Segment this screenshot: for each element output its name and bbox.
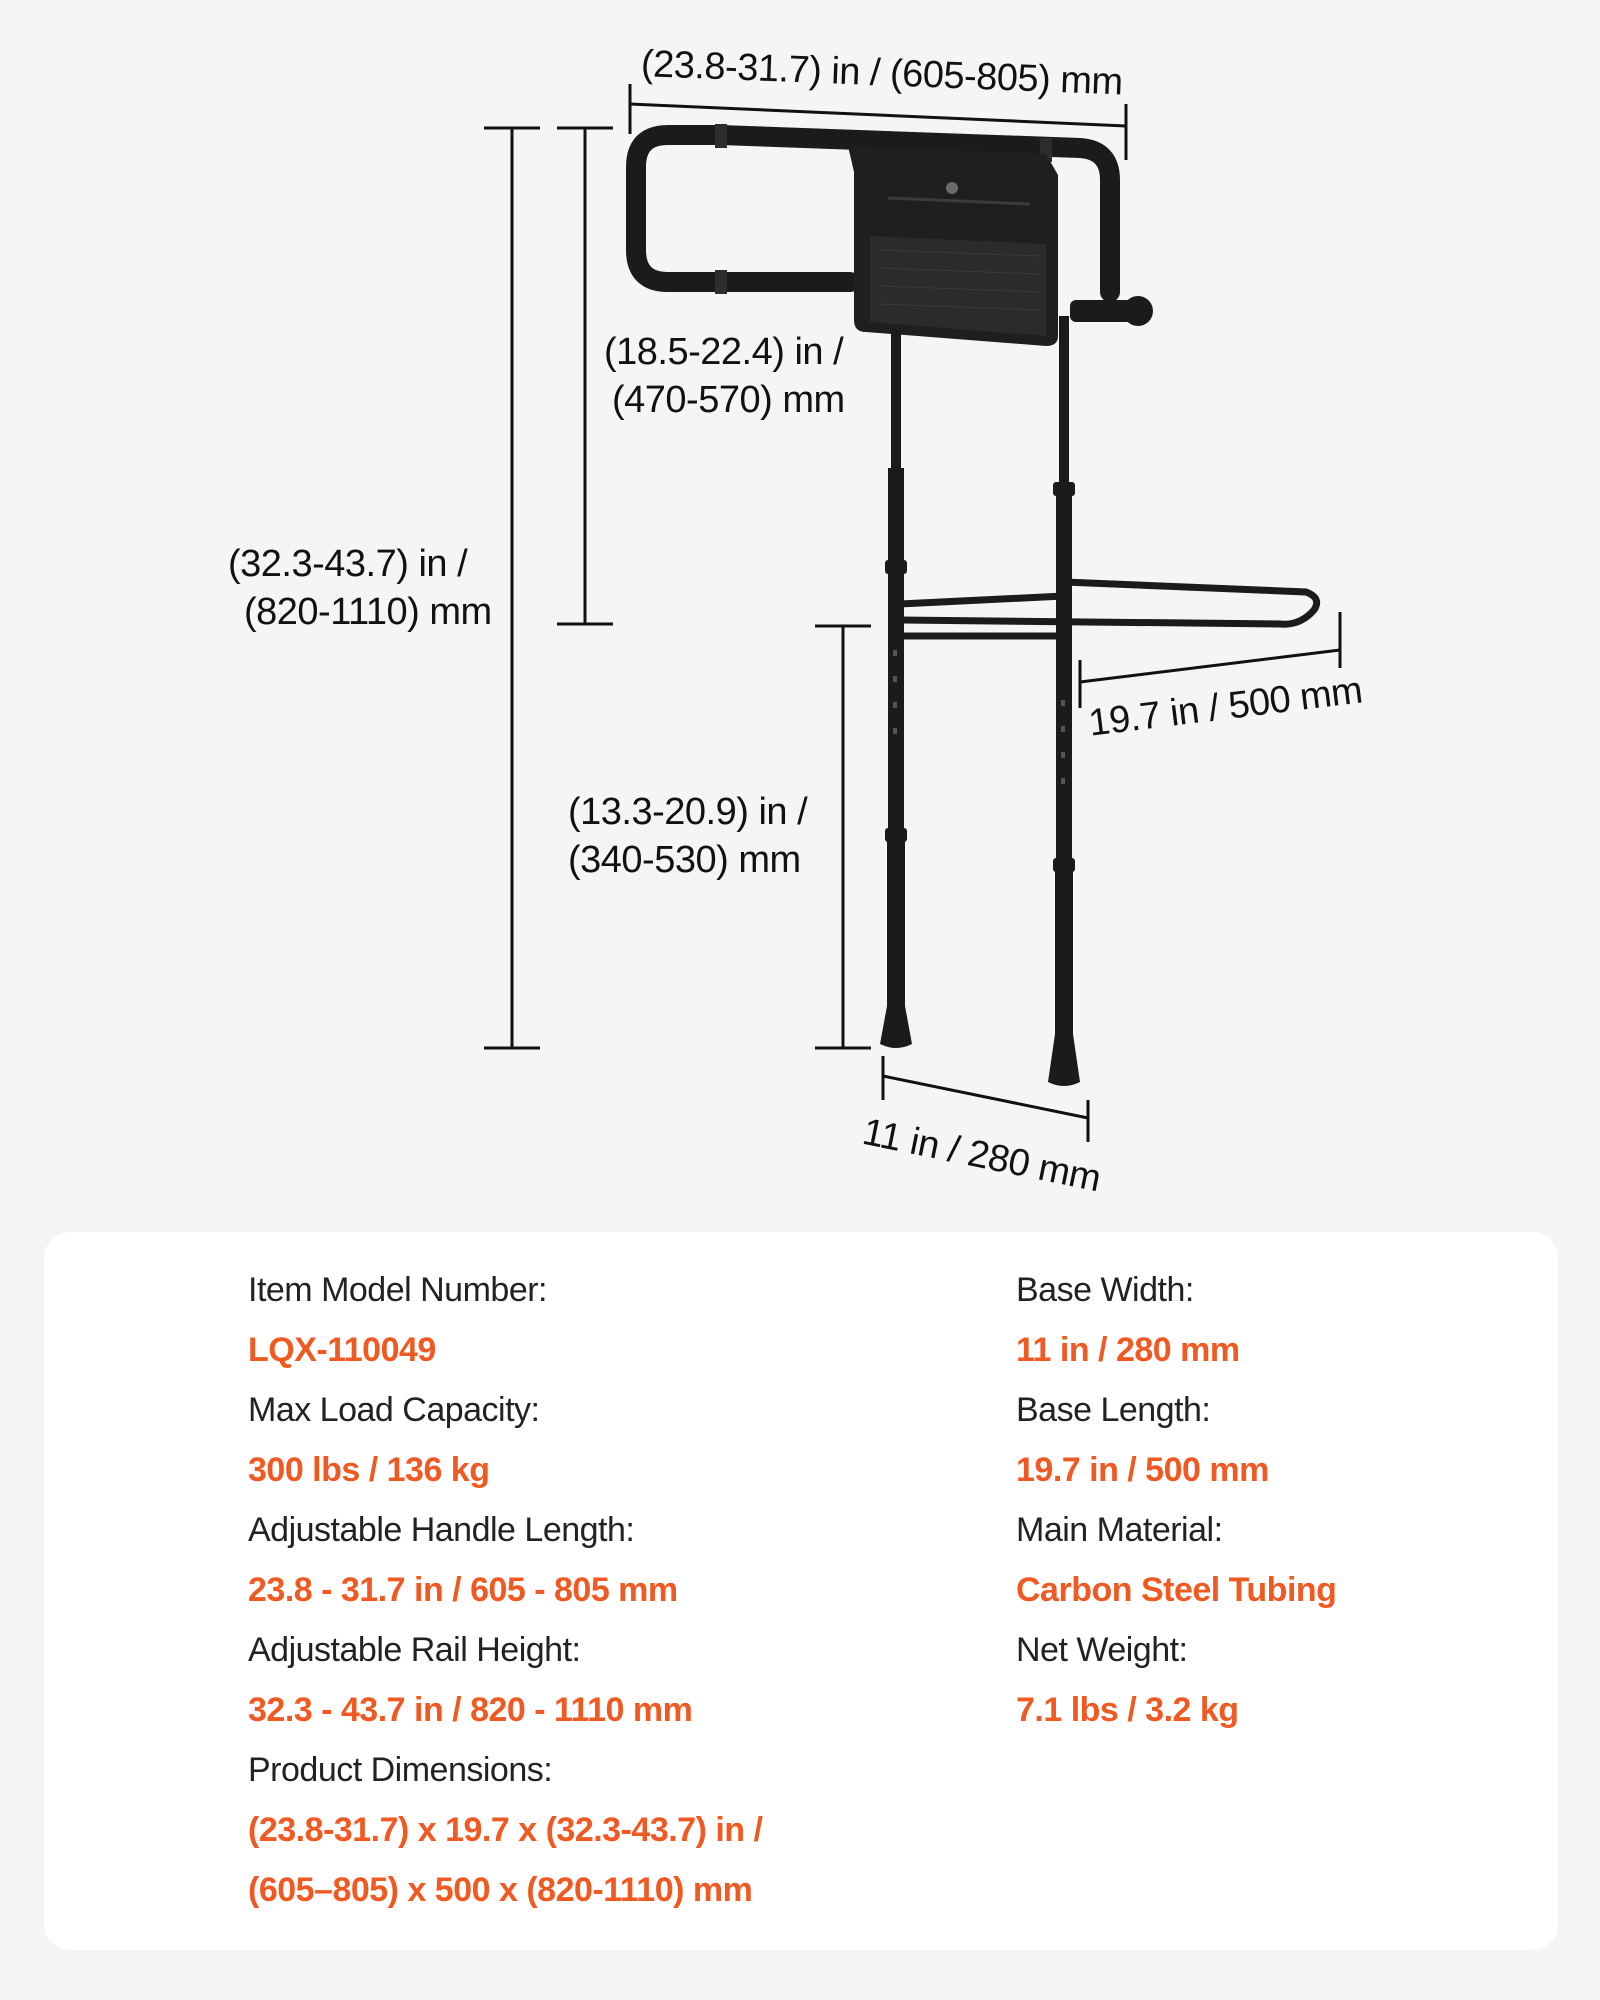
spec-value: Carbon Steel Tubing: [1016, 1571, 1337, 1609]
total-height-line2: (820-1110) mm: [244, 591, 492, 633]
total-height-line1: (32.3-43.7) in /: [228, 543, 468, 585]
total-height-label: [228, 540, 492, 636]
legs: [880, 316, 1080, 1086]
leg-height-line2: (340-530) mm: [568, 839, 801, 881]
spec-main-material: [1016, 1500, 1336, 1620]
spec-label: Item Model Number:: [248, 1271, 547, 1309]
spec-label: Product Dimensions:: [248, 1751, 553, 1789]
leg-height-line1: (13.3-20.9) in /: [568, 791, 808, 833]
spec-max-load: [248, 1380, 762, 1500]
base-length-text: 19.7 in / 500 mm: [1086, 669, 1365, 745]
spec-value: (23.8-31.7) x 19.7 x (32.3-43.7) in /: [248, 1811, 763, 1849]
spec-model-number: [248, 1260, 762, 1380]
spec-label: Adjustable Handle Length:: [248, 1511, 635, 1549]
spec-label: Net Weight:: [1016, 1631, 1188, 1669]
spec-value: 11 in / 280 mm: [1016, 1331, 1240, 1369]
spec-label: Max Load Capacity:: [248, 1391, 540, 1429]
handle-height-label: [604, 328, 845, 424]
handle-width-text: (23.8-31.7) in / (605-805) mm: [640, 42, 1124, 104]
spec-label: Adjustable Rail Height:: [248, 1631, 581, 1669]
handle-height-line1: (18.5-22.4) in /: [604, 331, 844, 373]
spec-column-left: [248, 1260, 762, 1920]
base-width-text: 11 in / 280 mm: [859, 1110, 1105, 1201]
spec-net-weight: [1016, 1620, 1336, 1740]
spec-product-dimensions: [248, 1740, 762, 1920]
spec-base-width: [1016, 1260, 1336, 1380]
spec-label: Base Width:: [1016, 1271, 1194, 1309]
spec-value-line2: (605–805) x 500 x (820-1110) mm: [248, 1871, 753, 1909]
base-frame: [900, 582, 1317, 636]
spec-label: Main Material:: [1016, 1511, 1223, 1549]
spec-base-length: [1016, 1380, 1336, 1500]
spec-value: 300 lbs / 136 kg: [248, 1451, 490, 1489]
spec-column-right: [1016, 1260, 1336, 1740]
spec-handle-length: [248, 1500, 762, 1620]
spec-value: 19.7 in / 500 mm: [1016, 1451, 1269, 1489]
spec-card: [44, 1232, 1558, 1950]
handle-height-line2: (470-570) mm: [612, 379, 845, 421]
storage-pouch: [848, 146, 1058, 346]
spec-value: 23.8 - 31.7 in / 605 - 805 mm: [248, 1571, 678, 1609]
spec-value: LQX-110049: [248, 1331, 436, 1369]
spec-value: 32.3 - 43.7 in / 820 - 1110 mm: [248, 1691, 693, 1729]
spec-rail-height: [248, 1620, 762, 1740]
spec-value: 7.1 lbs / 3.2 kg: [1016, 1691, 1239, 1729]
leg-height-label: [568, 788, 807, 884]
spec-label: Base Length:: [1016, 1391, 1211, 1429]
